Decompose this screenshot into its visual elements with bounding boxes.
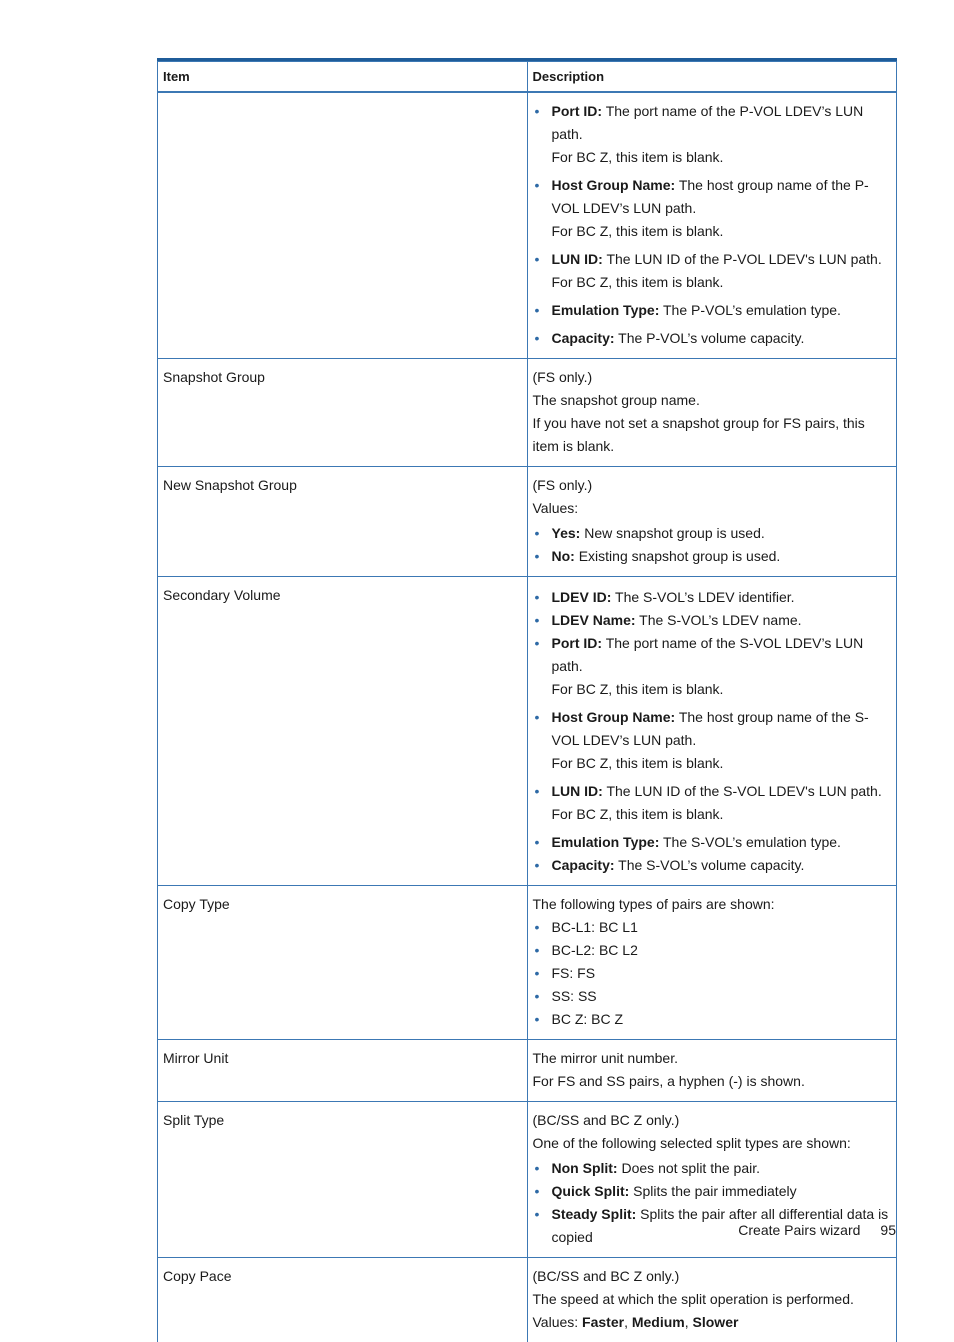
description-line: For FS and SS pairs, a hyphen (-) is shown. (533, 1070, 892, 1093)
footer-title: Create Pairs wizard (738, 1222, 860, 1238)
table-row-copy-type (158, 886, 897, 1040)
bullet-list (533, 586, 892, 877)
list-item (533, 174, 892, 243)
list-item (533, 609, 892, 632)
description-cell (527, 577, 897, 886)
description-cell (527, 886, 897, 1040)
list-item: • BC-L1: BC L1 (533, 916, 892, 939)
list-item-label: LUN ID: (552, 251, 603, 267)
description-line: If you have not set a snapshot group for FS pairs, this item is blank. (533, 412, 892, 458)
list-item-text: The host group name of the P-VOL LDEV’s LUN path. (552, 177, 869, 216)
list-item-label: Yes: (552, 525, 581, 541)
list-item (533, 586, 892, 609)
list-item (533, 854, 892, 877)
list-item: • BC-L2: BC L2 (533, 939, 892, 962)
table-row-snapshot-group (158, 359, 897, 467)
item-cell: Mirror Unit (158, 1040, 528, 1102)
list-item (533, 831, 892, 854)
list-item-text: The S-VOL’s LDEV name. (636, 612, 802, 628)
list-item (533, 545, 892, 568)
values-prefix: Values: (533, 1314, 583, 1330)
description-line: Values: (533, 497, 892, 520)
list-item: • SS: SS (533, 985, 892, 1008)
bullet-list (533, 916, 892, 1031)
list-item-text: The LUN ID of the S-VOL LDEV's LUN path. (603, 783, 882, 799)
value-separator: , (685, 1314, 693, 1330)
table-header-row (158, 62, 897, 93)
description-cell (527, 92, 897, 359)
value-slower: Slower (693, 1314, 739, 1330)
description-line: The speed at which the split operation is performed. (533, 1288, 892, 1311)
table-row-new-snapshot-group (158, 467, 897, 577)
list-item-text: The S-VOL’s emulation type. (659, 834, 841, 850)
item-cell: Snapshot Group (158, 359, 528, 467)
item-cell: Copy Type (158, 886, 528, 1040)
description-cell (527, 359, 897, 467)
list-item-label: Emulation Type: (552, 302, 660, 318)
list-item-text: The P-VOL’s emulation type. (659, 302, 841, 318)
description-cell (527, 467, 897, 577)
list-item-sub: For BC Z, this item is blank. (552, 806, 724, 822)
list-item-text: The S-VOL’s LDEV identifier. (611, 589, 794, 605)
list-item-label: Capacity: (552, 857, 615, 873)
table-row-secondary-volume (158, 577, 897, 886)
list-item (533, 1157, 892, 1180)
list-item-label: Capacity: (552, 330, 615, 346)
list-item-text: The S-VOL’s volume capacity. (615, 857, 805, 873)
description-line: The snapshot group name. (533, 389, 892, 412)
list-item-text: The P-VOL’s volume capacity. (615, 330, 805, 346)
list-item-text: The host group name of the S-VOL LDEV’s LUN path. (552, 709, 869, 748)
list-item-text: The LUN ID of the P-VOL LDEV's LUN path. (603, 251, 882, 267)
list-item-label: Non Split: (552, 1160, 618, 1176)
list-item-label: LDEV Name: (552, 612, 636, 628)
list-item-label: Steady Split: (552, 1206, 637, 1222)
list-item-text: The port name of the P-VOL LDEV’s LUN path. (552, 103, 864, 142)
list-item-label: Emulation Type: (552, 834, 660, 850)
list-item-label: LDEV ID: (552, 589, 612, 605)
list-item-sub: For BC Z, this item is blank. (552, 274, 724, 290)
item-cell: Split Type (158, 1102, 528, 1258)
list-item-sub: For BC Z, this item is blank. (552, 223, 724, 239)
list-item-sub: For BC Z, this item is blank. (552, 149, 724, 165)
description-line: The mirror unit number. (533, 1047, 892, 1070)
list-item (533, 522, 892, 545)
description-line: (FS only.) (533, 474, 892, 497)
list-item-sub: For BC Z, this item is blank. (552, 755, 724, 771)
list-item-label: LUN ID: (552, 783, 603, 799)
list-item-text: The port name of the S-VOL LDEV’s LUN path. (552, 635, 864, 674)
list-item (533, 299, 892, 322)
description-cell (527, 1040, 897, 1102)
bullet-list (533, 522, 892, 568)
list-item-sub: For BC Z, this item is blank. (552, 681, 724, 697)
list-item-label: Port ID: (552, 103, 603, 119)
list-item-label: No: (552, 548, 575, 564)
list-item (533, 1180, 892, 1203)
values-line (533, 1311, 892, 1334)
list-item (533, 706, 892, 775)
header-description: Description (527, 62, 897, 93)
list-item-text: Does not split the pair. (618, 1160, 760, 1176)
bullet-list (533, 100, 892, 350)
list-item (533, 780, 892, 826)
description-line: (BC/SS and BC Z only.) (533, 1265, 892, 1288)
table-row-mirror-unit (158, 1040, 897, 1102)
value-medium: Medium (632, 1314, 685, 1330)
list-item: • BC Z: BC Z (533, 1008, 892, 1031)
list-item-label: Host Group Name: (552, 177, 676, 193)
list-item-label: Port ID: (552, 635, 603, 651)
description-line: The following types of pairs are shown: (533, 893, 892, 916)
value-separator: , (624, 1314, 632, 1330)
list-item-text: New snapshot group is used. (580, 525, 764, 541)
item-cell: Copy Pace (158, 1258, 528, 1342)
description-line: (FS only.) (533, 366, 892, 389)
list-item-text: Splits the pair after all differential data is copied (552, 1206, 889, 1245)
description-table (157, 61, 897, 1342)
page-number: 95 (880, 1222, 896, 1238)
item-cell (158, 92, 528, 359)
list-item (533, 327, 892, 350)
description-line: One of the following selected split types are shown: (533, 1132, 892, 1155)
description-line: (BC/SS and BC Z only.) (533, 1109, 892, 1132)
list-item-text: Existing snapshot group is used. (575, 548, 780, 564)
description-table-wrapper (157, 58, 897, 1342)
list-item-label: Quick Split: (552, 1183, 630, 1199)
item-cell: Secondary Volume (158, 577, 528, 886)
page-footer (738, 1222, 896, 1238)
list-item: • FS: FS (533, 962, 892, 985)
value-faster: Faster (582, 1314, 624, 1330)
list-item (533, 632, 892, 701)
list-item-label: Host Group Name: (552, 709, 676, 725)
list-item-text: Splits the pair immediately (629, 1183, 796, 1199)
item-cell: New Snapshot Group (158, 467, 528, 577)
description-cell (527, 1258, 897, 1342)
list-item (533, 100, 892, 169)
header-item: Item (158, 62, 528, 93)
list-item (533, 248, 892, 294)
table-row-pvol (158, 92, 897, 359)
table-row-copy-pace (158, 1258, 897, 1342)
